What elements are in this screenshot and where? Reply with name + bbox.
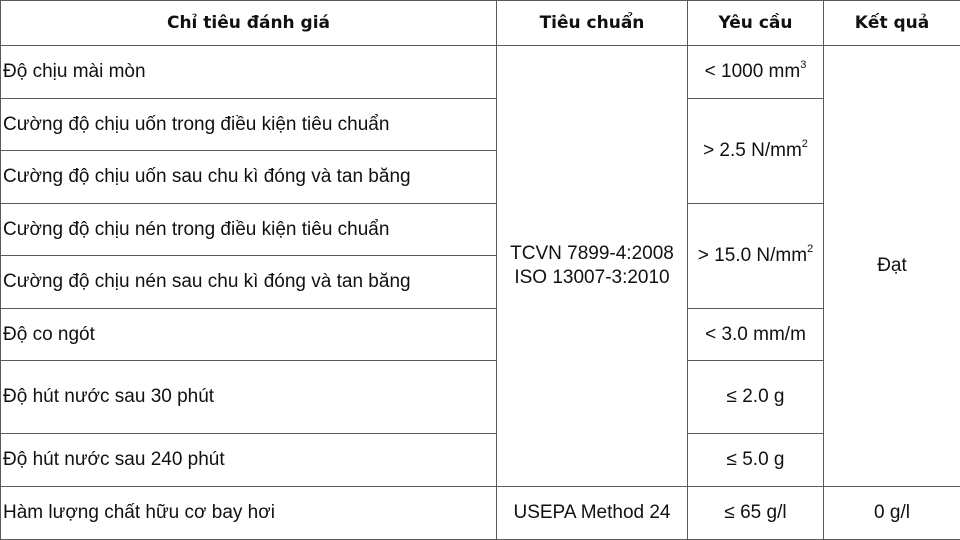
requirement-cell-voc: ≤ 65 g/l — [688, 487, 824, 540]
table-row — [1, 46, 960, 99]
header-requirement: Yêu cầu — [688, 1, 824, 46]
standard-cell-voc: USEPA Method 24 — [497, 487, 688, 540]
table-row — [1, 309, 960, 361]
criteria-cell: Độ chịu mài mòn — [1, 46, 497, 99]
requirement-value: > 15.0 N/mm — [697, 245, 808, 266]
requirement-cell-compressive — [688, 204, 824, 309]
table-row — [1, 487, 960, 540]
requirement-exponent: 2 — [801, 138, 808, 150]
criteria-cell: Hàm lượng chất hữu cơ bay hơi — [1, 487, 497, 540]
criteria-cell: Độ co ngót — [1, 309, 497, 361]
table-row — [1, 434, 960, 487]
standard-line-tcvn: TCVN 7899-4:2008 — [510, 243, 674, 264]
requirement-cell-abrasion — [688, 46, 824, 99]
requirement-exponent: 2 — [807, 243, 814, 255]
criteria-cell: Cường độ chịu nén trong điều kiện tiêu chuẩn — [1, 204, 497, 256]
criteria-cell: Cường độ chịu uốn sau chu kì đóng và tan băng — [1, 151, 497, 204]
criteria-cell: Độ hút nước sau 240 phút — [1, 434, 497, 487]
result-cell-group: Đạt — [824, 46, 960, 487]
requirement-cell-absorption-240: ≤ 5.0 g — [688, 434, 824, 487]
header-standard: Tiêu chuẩn — [497, 1, 688, 46]
header-criteria: Chỉ tiêu đánh giá — [1, 1, 497, 46]
table-row — [1, 204, 960, 256]
requirement-cell-flexural — [688, 99, 824, 204]
criteria-cell: Độ hút nước sau 30 phút — [1, 361, 497, 434]
standard-line-iso: ISO 13007-3:2010 — [514, 267, 670, 288]
table-row — [1, 99, 960, 151]
criteria-cell: Cường độ chịu nén sau chu kì đóng và tan băng — [1, 256, 497, 309]
header-result: Kết quả — [824, 1, 960, 46]
requirement-exponent: 3 — [800, 59, 807, 71]
table-header-row — [1, 1, 960, 46]
requirement-cell-absorption-30: ≤ 2.0 g — [688, 361, 824, 434]
table-row — [1, 361, 960, 434]
result-cell-voc: 0 g/l — [824, 487, 960, 540]
standard-cell-group — [497, 46, 688, 487]
criteria-cell: Cường độ chịu uốn trong điều kiện tiêu chuẩn — [1, 99, 497, 151]
requirement-cell-shrinkage: < 3.0 mm/m — [688, 309, 824, 361]
requirement-value: > 2.5 N/mm — [703, 140, 802, 161]
requirement-value: < 1000 mm — [704, 61, 801, 82]
